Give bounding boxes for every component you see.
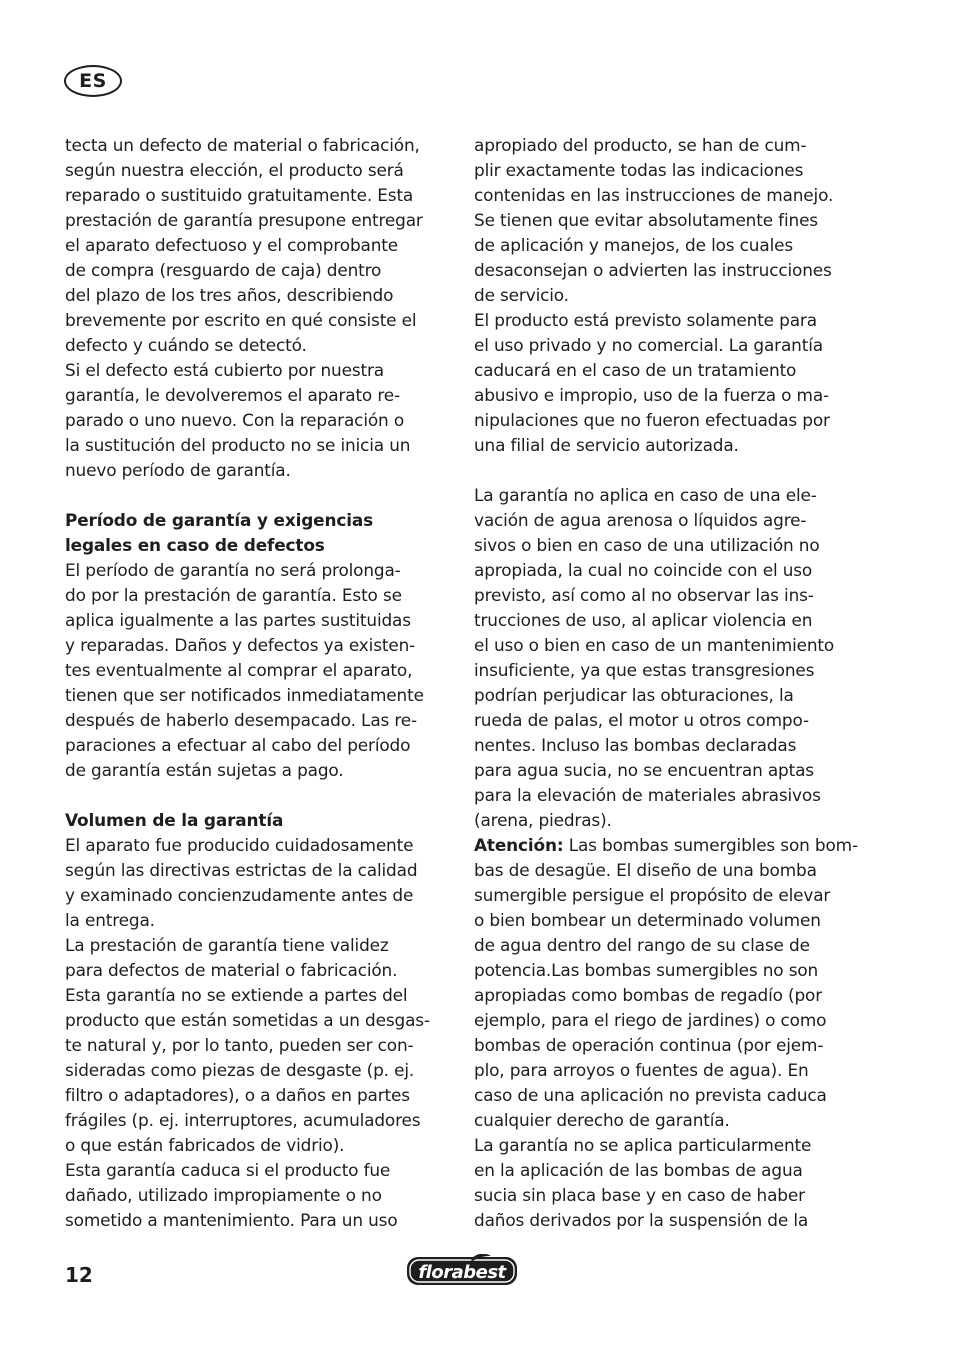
text-line: el uso privado y no comercial. La garantía bbox=[474, 335, 823, 355]
text-line: de agua dentro del rango de su clase de bbox=[474, 935, 810, 955]
text-line: do por la prestación de garantía. Esto se bbox=[65, 585, 402, 605]
text-line: una filial de servicio autorizada. bbox=[474, 435, 739, 455]
text-line: sideradas como piezas de desgaste (p. ej. bbox=[65, 1060, 415, 1080]
language-badge bbox=[64, 65, 122, 97]
florabest-logo bbox=[405, 1254, 519, 1292]
text-line: bombas de operación continua (por ejem- bbox=[474, 1035, 824, 1055]
text-line: de garantía están sujetas a pago. bbox=[65, 760, 344, 780]
text-line: filtro o adaptadores), o a daños en partes bbox=[65, 1085, 410, 1105]
text-line: (arena, piedras). bbox=[474, 810, 612, 830]
text-line: previsto, así como al no observar las ins- bbox=[474, 585, 814, 605]
text-line: de servicio. bbox=[474, 285, 569, 305]
text-line: tienen que ser notificados inmediatamente bbox=[65, 685, 424, 705]
text-line: de aplicación y manejos, de los cuales bbox=[474, 235, 793, 255]
section-heading-line: Volumen de la garantía bbox=[65, 810, 284, 830]
section-heading-line: legales en caso de defectos bbox=[65, 535, 325, 555]
text-line: desaconsejan o advierten las instrucciones bbox=[474, 260, 832, 280]
text-line: El aparato fue producido cuidadosamente bbox=[65, 835, 414, 855]
text-line: defecto y cuándo se detectó. bbox=[65, 335, 307, 355]
left-text-column bbox=[65, 133, 453, 1233]
blank-line bbox=[65, 783, 453, 808]
text-line: producto que están sometidas a un desgas- bbox=[65, 1010, 430, 1030]
text-line: bas de desagüe. El diseño de una bomba bbox=[474, 860, 817, 880]
text-line: El producto está previsto solamente para bbox=[474, 310, 817, 330]
text-line: Esta garantía no se extiende a partes del bbox=[65, 985, 408, 1005]
text-line: en la aplicación de las bombas de agua bbox=[474, 1160, 803, 1180]
text-line: sumergible persigue el propósito de elevar bbox=[474, 885, 831, 905]
text-line: La garantía no aplica en caso de una ele- bbox=[474, 485, 817, 505]
blank-line bbox=[474, 458, 862, 483]
text-line: según nuestra elección, el producto será bbox=[65, 160, 404, 180]
text-line: tes eventualmente al comprar el aparato, bbox=[65, 660, 413, 680]
text-line: apropiado del producto, se han de cum- bbox=[474, 135, 807, 155]
text-line: El período de garantía no será prolonga- bbox=[65, 560, 401, 580]
page-number: 12 bbox=[65, 1263, 93, 1287]
text-line: contenidas en las instrucciones de manejo. bbox=[474, 185, 834, 205]
text-line: abusivo e impropio, uso de la fuerza o ma- bbox=[474, 385, 829, 405]
text-line: tecta un defecto de material o fabricación, bbox=[65, 135, 420, 155]
text-line: garantía, le devolveremos el aparato re- bbox=[65, 385, 400, 405]
text-line: La garantía no se aplica particularmente bbox=[474, 1135, 812, 1155]
language-code: ES bbox=[79, 70, 107, 92]
text-line: trucciones de uso, al aplicar violencia en bbox=[474, 610, 813, 630]
text-line: el uso o bien en caso de un mantenimiento bbox=[474, 635, 835, 655]
text-line: brevemente por escrito en qué consiste el bbox=[65, 310, 417, 330]
text-line: potencia.Las bombas sumergibles no son bbox=[474, 960, 819, 980]
text-line: reparado o sustituido gratuitamente. Esta bbox=[65, 185, 414, 205]
blank-line bbox=[65, 483, 453, 508]
text-line: para agua sucia, no se encuentran aptas bbox=[474, 760, 814, 780]
text-line: y examinado concienzudamente antes de bbox=[65, 885, 414, 905]
text-line: sometido a mantenimiento. Para un uso bbox=[65, 1210, 398, 1230]
text-line: y reparadas. Daños y defectos ya existen- bbox=[65, 635, 416, 655]
text-line: plir exactamente todas las indicaciones bbox=[474, 160, 804, 180]
lead-text: Las bombas sumergibles son bom- bbox=[563, 835, 858, 855]
text-line: el aparato defectuoso y el comprobante bbox=[65, 235, 399, 255]
text-line: caducará en el caso de un tratamiento bbox=[474, 360, 797, 380]
text-line: ejemplo, para el riego de jardines) o como bbox=[474, 1010, 827, 1030]
text-line: sivos o bien en caso de una utilización no bbox=[474, 535, 820, 555]
text-line: dañado, utilizado impropiamente o no bbox=[65, 1185, 382, 1205]
text-line: nuevo período de garantía. bbox=[65, 460, 291, 480]
right-text-column bbox=[474, 133, 862, 1233]
text-line: paraciones a efectuar al cabo del período bbox=[65, 735, 411, 755]
text-line: de compra (resguardo de caja) dentro bbox=[65, 260, 382, 280]
text-line: plo, para arroyos o fuentes de agua). En bbox=[474, 1060, 809, 1080]
text-line: apropiada, la cual no coincide con el uso bbox=[474, 560, 813, 580]
text-line: insuficiente, ya que estas transgresiones bbox=[474, 660, 815, 680]
text-line: la entrega. bbox=[65, 910, 155, 930]
lead-label: Atención: bbox=[474, 835, 564, 855]
text-line: para la elevación de materiales abrasivos bbox=[474, 785, 821, 805]
text-line: prestación de garantía presupone entregar bbox=[65, 210, 423, 230]
section-heading-line: Período de garantía y exigencias bbox=[65, 510, 373, 530]
text-line: Si el defecto está cubierto por nuestra bbox=[65, 360, 384, 380]
text-line: o bien bombear un determinado volumen bbox=[474, 910, 821, 930]
text-line: podrían perjudicar las obturaciones, la bbox=[474, 685, 794, 705]
text-line: daños derivados por la suspensión de la bbox=[474, 1210, 809, 1230]
text-line: caso de una aplicación no prevista caduca bbox=[474, 1085, 827, 1105]
text-line: te natural y, por lo tanto, pueden ser con- bbox=[65, 1035, 414, 1055]
logo-wordmark: florabest bbox=[418, 1262, 506, 1283]
florabest-logo-graphic bbox=[405, 1254, 519, 1288]
text-line: Se tienen que evitar absolutamente fines bbox=[474, 210, 818, 230]
text-line: para defectos de material o fabricación. bbox=[65, 960, 398, 980]
text-line: la sustitución del producto no se inicia un bbox=[65, 435, 411, 455]
text-line: La prestación de garantía tiene validez bbox=[65, 935, 389, 955]
text-line: del plazo de los tres años, describiendo bbox=[65, 285, 394, 305]
text-line: o que están fabricados de vidrio). bbox=[65, 1135, 345, 1155]
text-line: rueda de palas, el motor u otros compo- bbox=[474, 710, 809, 730]
text-line: cualquier derecho de garantía. bbox=[474, 1110, 730, 1130]
text-line: nentes. Incluso las bombas declaradas bbox=[474, 735, 797, 755]
text-line bbox=[474, 833, 862, 858]
text-line: parado o uno nuevo. Con la reparación o bbox=[65, 410, 404, 430]
text-line: nipulaciones que no fueron efectuadas por bbox=[474, 410, 830, 430]
text-line: sucia sin placa base y en caso de haber bbox=[474, 1185, 805, 1205]
text-line: apropiadas como bombas de regadío (por bbox=[474, 985, 823, 1005]
text-line: vación de agua arenosa o líquidos agre- bbox=[474, 510, 807, 530]
text-line: según las directivas estrictas de la calidad bbox=[65, 860, 418, 880]
text-line: Esta garantía caduca si el producto fue bbox=[65, 1160, 391, 1180]
text-line: aplica igualmente a las partes sustituidas bbox=[65, 610, 411, 630]
text-line: después de haberlo desempacado. Las re- bbox=[65, 710, 417, 730]
text-line: frágiles (p. ej. interruptores, acumuladores bbox=[65, 1110, 421, 1130]
